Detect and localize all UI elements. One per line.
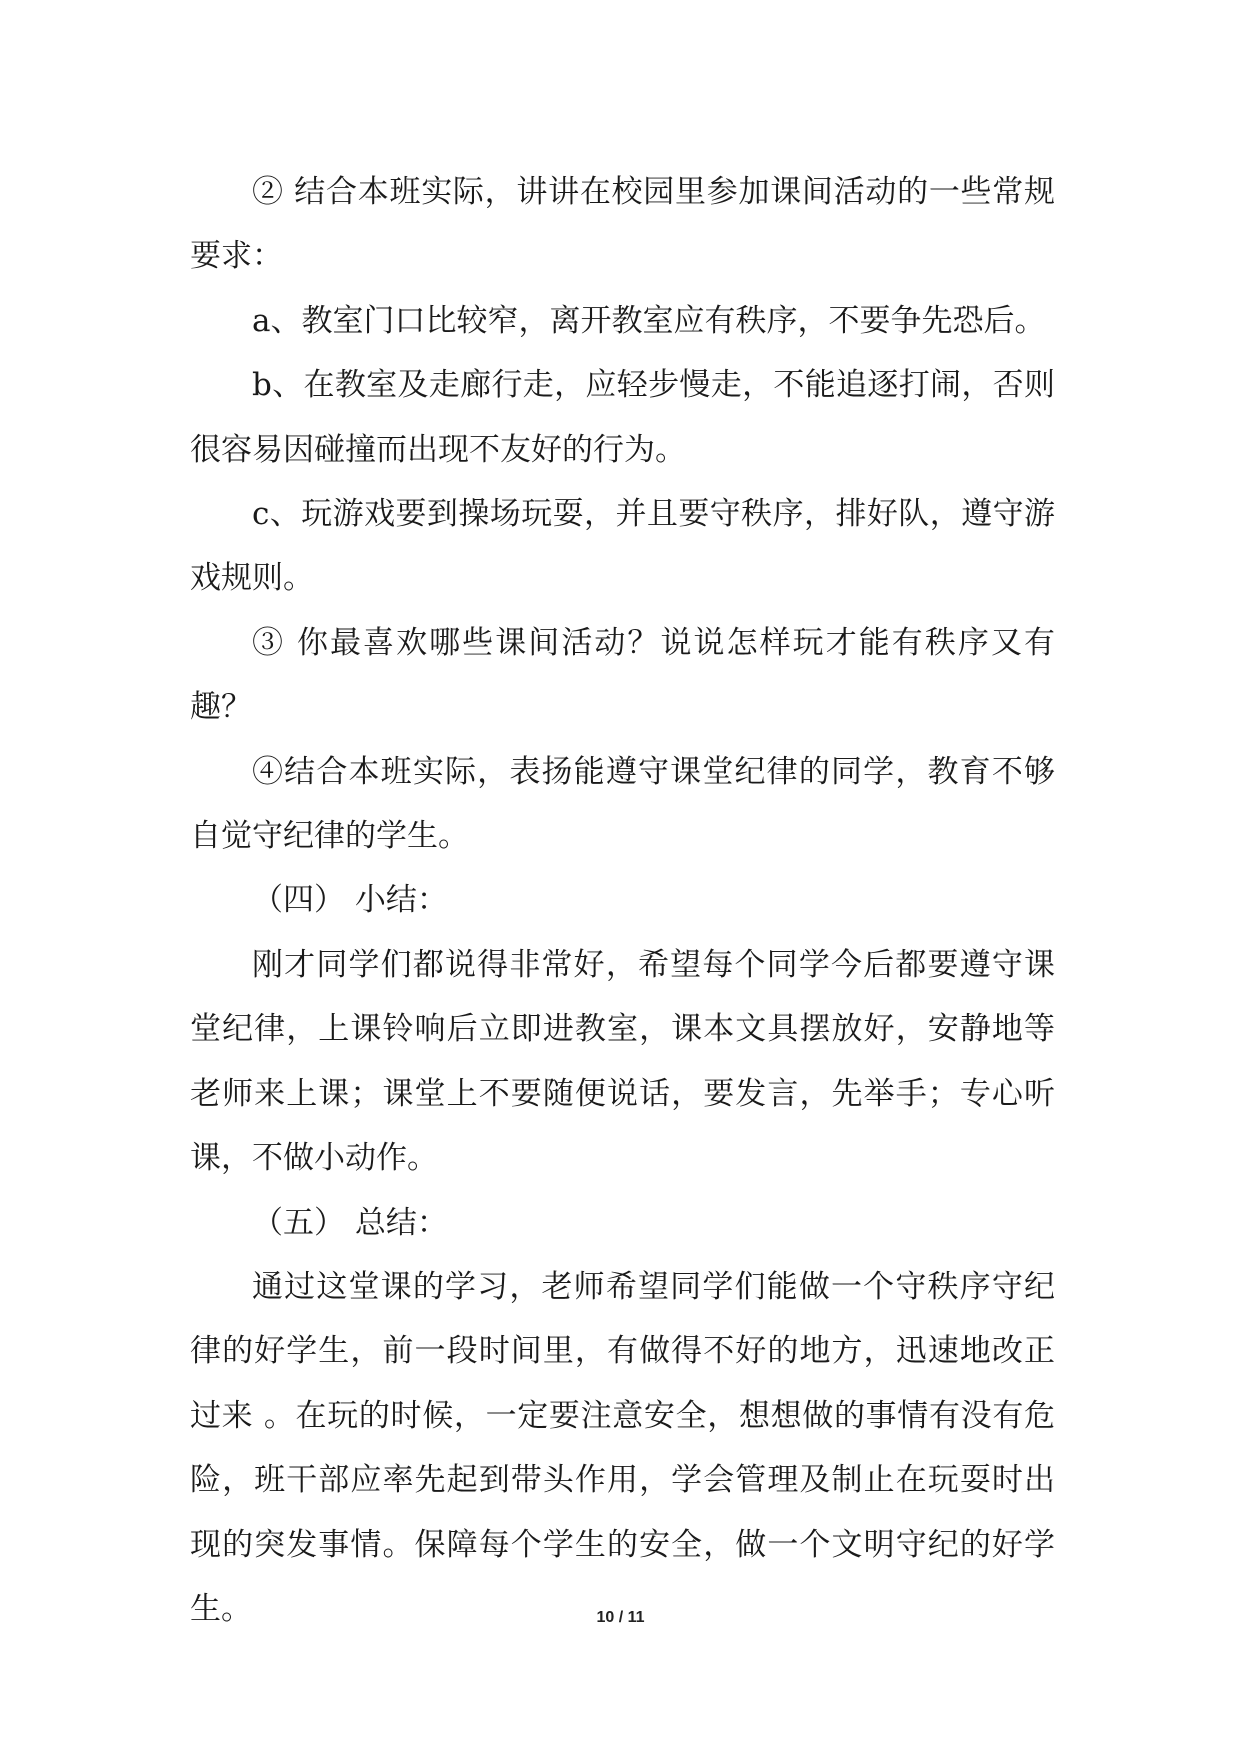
- section-heading-conclusion: （五） 总结：: [252, 1204, 448, 1241]
- paragraph-item-c: c、玩游戏要到操场玩耍，并且要守秩序，排好队，遵守游戏规则。: [190, 496, 1055, 597]
- paragraph-conclusion: 通过这堂课的学习，老师希望同学们能做一个守秩序守纪律的好学生，前一段时间里，有做得不好的地方，迅速地改正过来 。在玩的时候，一定要注意安全，想想做的事情有没有危险，班干部应率先起到带头作用，学会管理及制止在玩耍时出现的突发事情。保障每个学生的安全，做一个文明守纪的好学生。: [190, 1268, 1055, 1627]
- page-body: [190, 160, 1055, 1641]
- paragraph-summary: 刚才同学们都说得非常好，希望每个同学今后都要遵守课堂纪律，上课铃响后立即进教室，课本文具摆放好，安静地等老师来上课；课堂上不要随便说话，要发言，先举手；专心听课，不做小动作。: [190, 946, 1055, 1177]
- paragraph-item-4: ④结合本班实际，表扬能遵守课堂纪律的同学，教育不够自觉守纪律的学生。: [190, 753, 1055, 855]
- paragraph-item-a: a、教室门口比较窄，离开教室应有秩序，不要争先恐后。: [252, 302, 1046, 339]
- paragraph-item-b: b、在教室及走廊行走，应轻步慢走，不能追逐打闹，否则很容易因碰撞而出现不友好的行为。: [190, 367, 1055, 468]
- section-heading-summary: （四） 小结：: [252, 882, 448, 919]
- paragraph-question-3: ③ 你最喜欢哪些课间活动？说说怎样玩才能有秩序又有趣？: [190, 624, 1055, 726]
- page-number: 10 / 11: [596, 1609, 645, 1626]
- paragraph-requirements-intro: ② 结合本班实际，讲讲在校园里参加课间活动的一些常规要求：: [190, 174, 1055, 275]
